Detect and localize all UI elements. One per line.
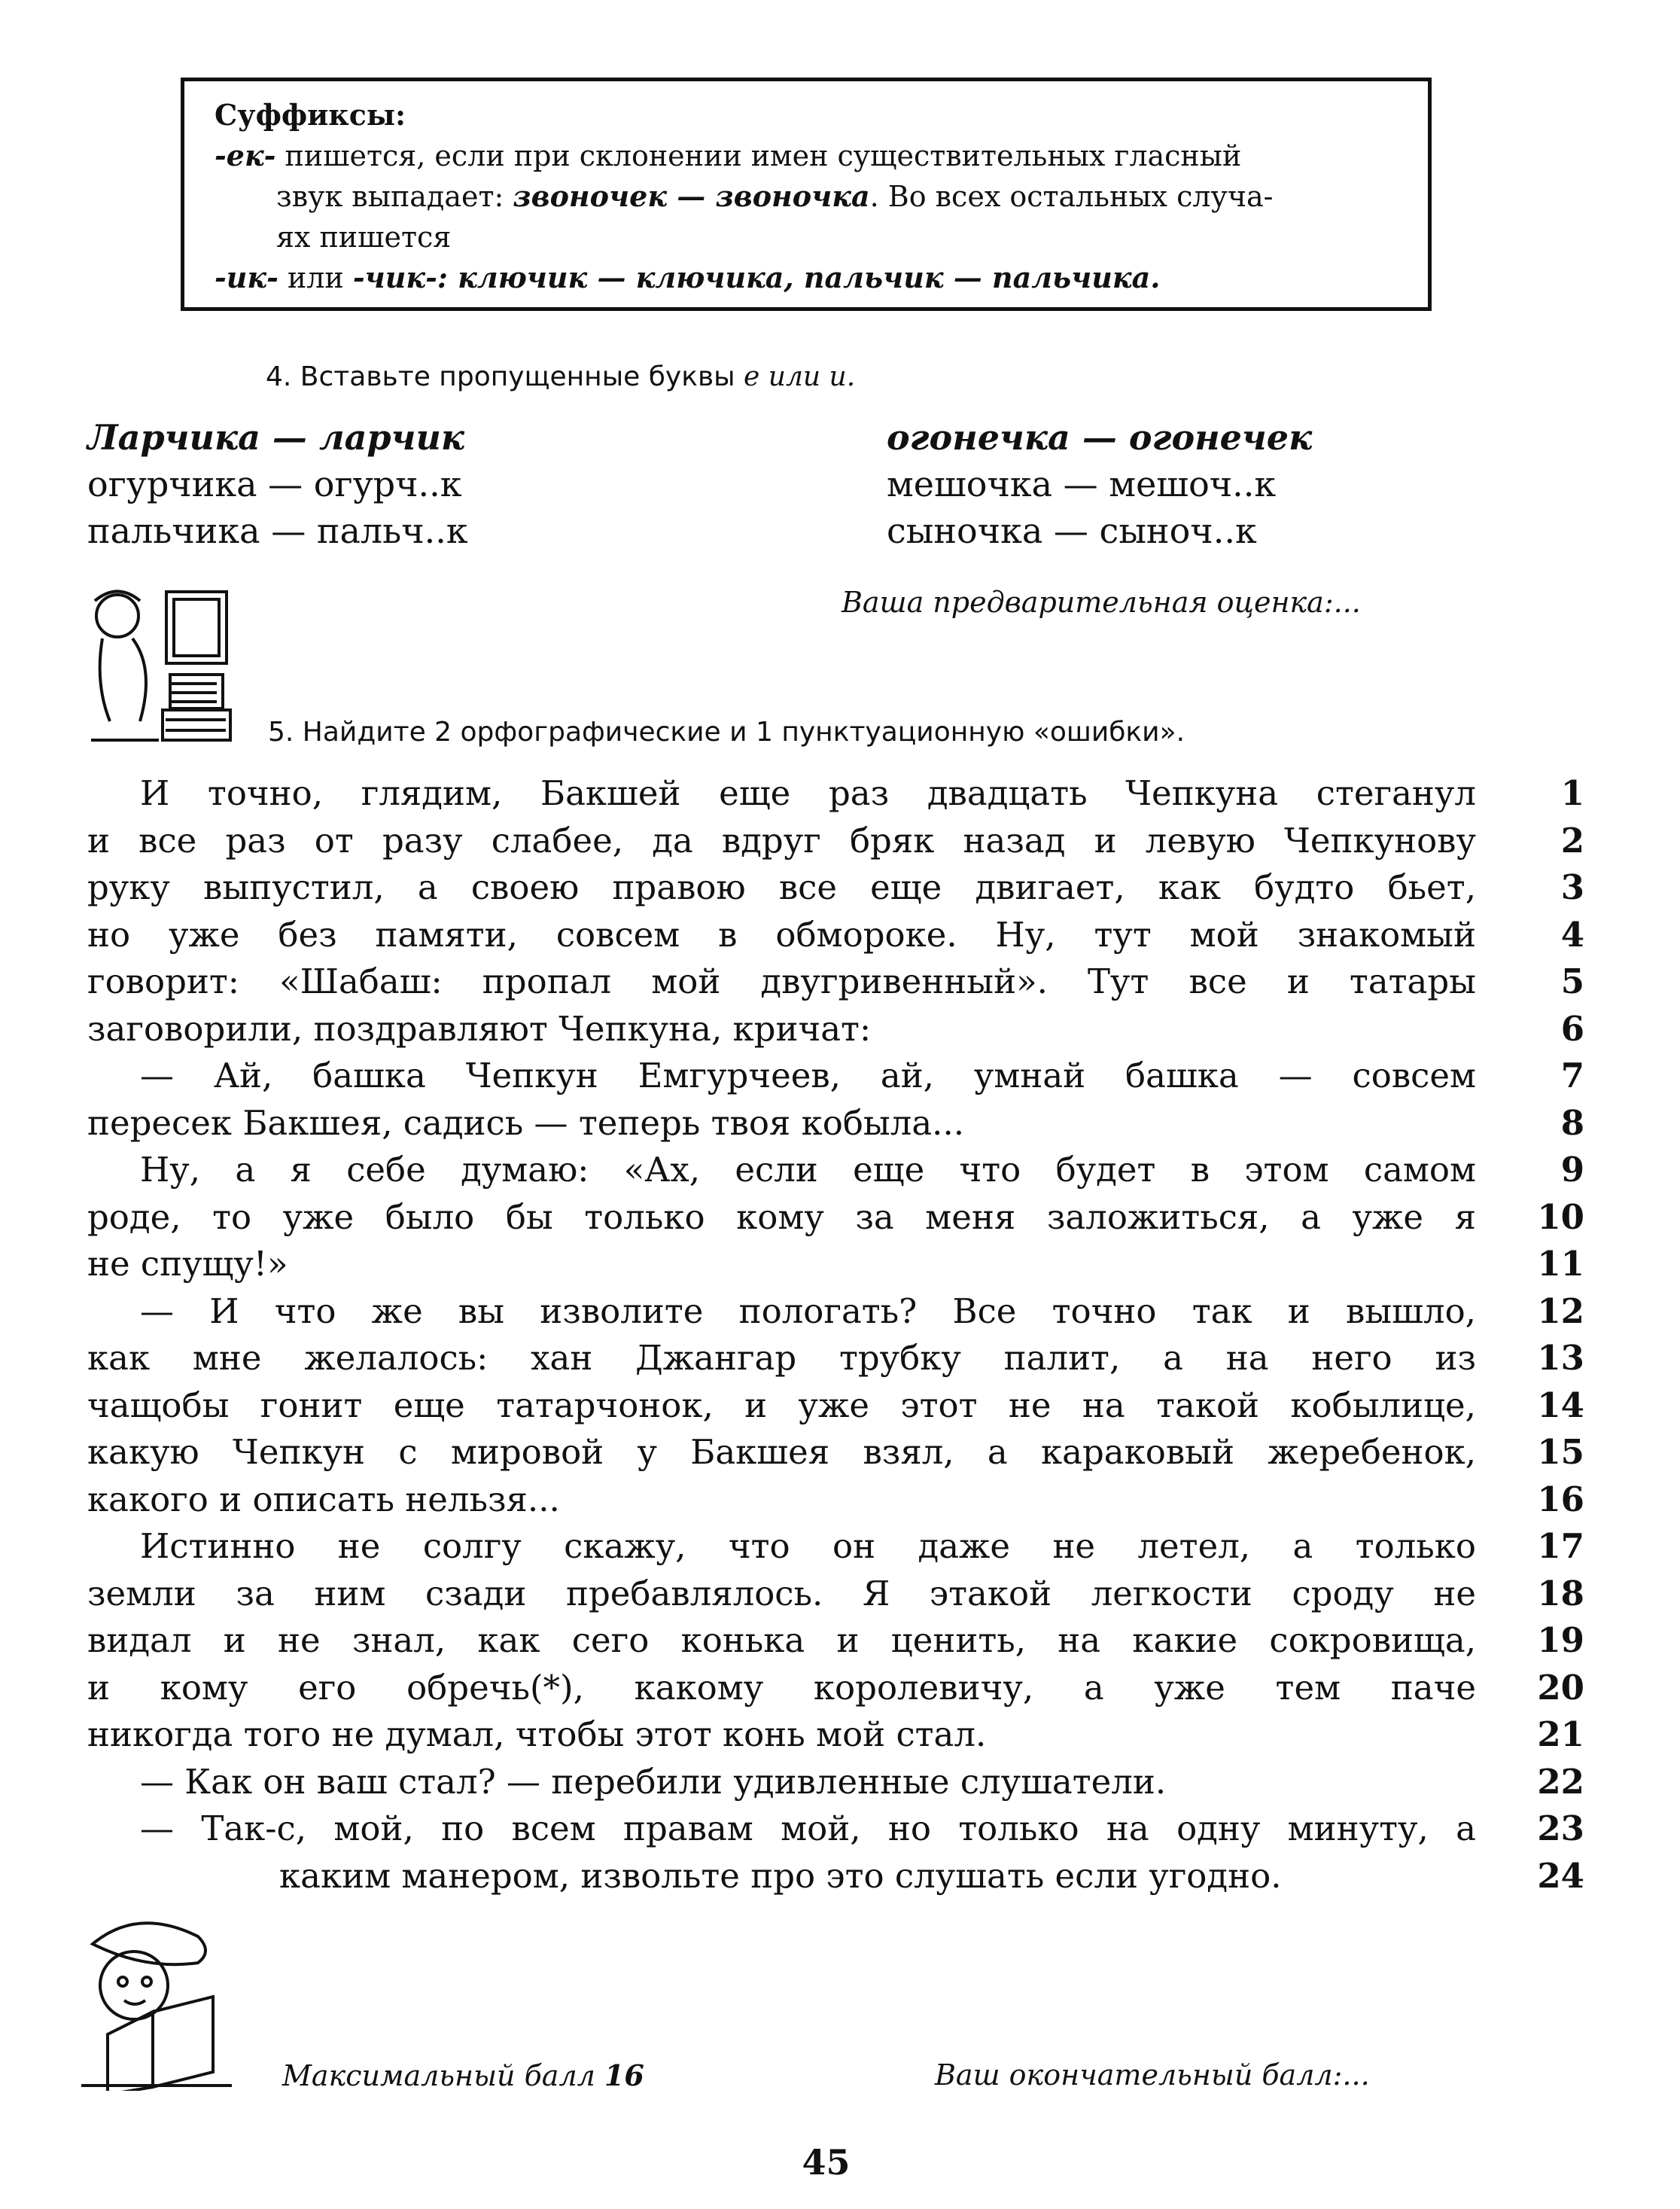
task4-heading-text: 4. Вставьте пропущенные буквы [266,361,744,392]
passage-line: земли за ним сзади пребавлялось. Я этакой легкости сроду не [87,1573,1476,1613]
line-number: 21 [1537,1714,1584,1754]
page-number: 45 [802,2142,851,2183]
rule-line-1 [215,136,1241,176]
task4-heading [266,361,855,392]
rule-text: или [278,261,353,294]
passage-line: заговорили, поздравляют Чепкуна, кричат: [87,1008,872,1049]
rule-text: пишется, если при склонении имен существительных гласный [275,139,1242,172]
suffix-ek: -ек- [215,139,276,172]
line-number: 17 [1537,1526,1584,1566]
rule-title: Суффиксы: [215,98,406,132]
rule-line-4 [215,257,1160,298]
passage-line: руку выпустил, а своею правою все еще двигает, как будто бьет, [87,867,1476,907]
line-number: 22 [1537,1761,1584,1802]
line-number: 6 [1560,1008,1584,1049]
passage-line: чащобы гонит еще татарчонок, и уже этот не на такой кобылице, [87,1385,1476,1425]
passage-line: но уже без памяти, совсем в обмороке. Ну, тут мой знакомый [87,914,1476,955]
boy-computer-illustration [87,586,257,745]
rule-box [181,78,1432,311]
max-score [282,2058,644,2092]
rule-line-2 [276,176,1273,217]
line-number: 16 [1537,1479,1584,1519]
line-number: 8 [1560,1102,1584,1143]
line-number: 24 [1537,1855,1584,1896]
task5-heading: 5. Найдите 2 орфографические и 1 пунктуационную «ошибки». [268,717,1185,748]
passage-line: говорит: «Шабаш: пропал мой двугривенный». Тут все и татары [87,961,1476,1001]
max-score-label: Максимальный балл [282,2059,604,2092]
suffix-chik: -чик- [352,261,437,294]
line-number: 23 [1537,1808,1584,1848]
line-number: 14 [1537,1385,1584,1425]
line-number: 12 [1537,1290,1584,1331]
word-pair: огонечка — огонечек [887,417,1313,458]
word-pair: пальчика — пальч..к [87,510,468,551]
line-number: 13 [1537,1338,1584,1378]
final-score: Ваш окончательный балл:... [935,2058,1370,2092]
rule-line-3: ях пишется [276,221,452,254]
line-number: 2 [1560,820,1584,861]
line-number: 1 [1560,773,1584,813]
line-number: 15 [1537,1432,1584,1472]
passage-line: — Так-с, мой, по всем правам мой, но только на одну минуту, а [140,1808,1476,1848]
line-number: 19 [1537,1620,1584,1660]
passage-line: И точно, глядим, Бакшей еще раз двадцать Чепкуна стеганул [140,773,1476,813]
passage-line: как мне желалось: хан Джангар трубку палит, а на него из [87,1338,1476,1378]
passage-line: какую Чепкун с мировой у Бакшея взял, а караковый жеребенок, [87,1432,1476,1472]
suffix-ik: -ик- [215,261,278,294]
line-number: 9 [1560,1150,1584,1190]
passage-line: видал и не знал, как сего конька и ценить, на какие сокровища, [87,1620,1476,1660]
passage-line: никогда того не думал, чтобы этот конь мой стал. [87,1714,987,1754]
line-number: 4 [1560,914,1584,955]
line-number: 18 [1537,1573,1584,1613]
passage-line: — Ай, башка Чепкун Емгурчеев, ай, умнай башка — совсем [140,1056,1476,1095]
rule-example: : ключик — ключика, пальчик — пальчика. [437,261,1161,294]
rule-example: звоночек — звоночка [513,179,870,213]
passage-line: пересек Бакшея, садись — теперь твоя кобыла... [87,1102,965,1143]
passage-line: — Как он ваш стал? — перебили удивленные слушатели. [140,1761,1167,1802]
passage-line: Ну, а я себе думаю: «Ах, если еще что будет в этом самом [140,1150,1476,1190]
passage-line: и кому его обречь(*), какому королевичу, а уже тем паче [87,1667,1476,1708]
max-score-value: 16 [604,2058,644,2092]
line-number: 5 [1560,961,1584,1001]
preliminary-score: Ваша предварительная оценка:... [842,586,1361,619]
passage-line: Истинно не солгу скажу, что он даже не летел, а только [140,1526,1476,1566]
girl-reading-illustration [78,1914,236,2091]
passage-line: каким манером, извольте про это слушать если угодно. [279,1855,1282,1896]
line-number: 3 [1560,867,1584,907]
line-number: 20 [1537,1667,1584,1708]
line-number: 7 [1560,1056,1584,1095]
word-pair: Ларчика — ларчик [87,417,465,458]
line-number: 10 [1537,1196,1584,1237]
rule-text: звук выпадает: [276,180,513,213]
line-number: 11 [1537,1244,1584,1284]
word-pair: мешочка — мешоч..к [887,464,1277,504]
word-pair: сыночка — сыноч..к [887,510,1257,551]
word-pair: огурчика — огурч..к [87,464,462,504]
passage-line: и все раз от разу слабее, да вдруг бряк назад и левую Чепкунову [87,820,1476,861]
passage-line: какого и описать нельзя... [87,1479,560,1519]
passage-line: не спущу!» [87,1244,288,1284]
rule-text: . Во всех остальных случа- [869,180,1274,213]
task4-letters: е или и. [744,361,856,392]
passage-line: — И что же вы изволите пологать? Все точно так и вышло, [140,1290,1476,1331]
passage-line: роде, то уже было бы только кому за меня заложиться, а уже я [87,1196,1476,1237]
